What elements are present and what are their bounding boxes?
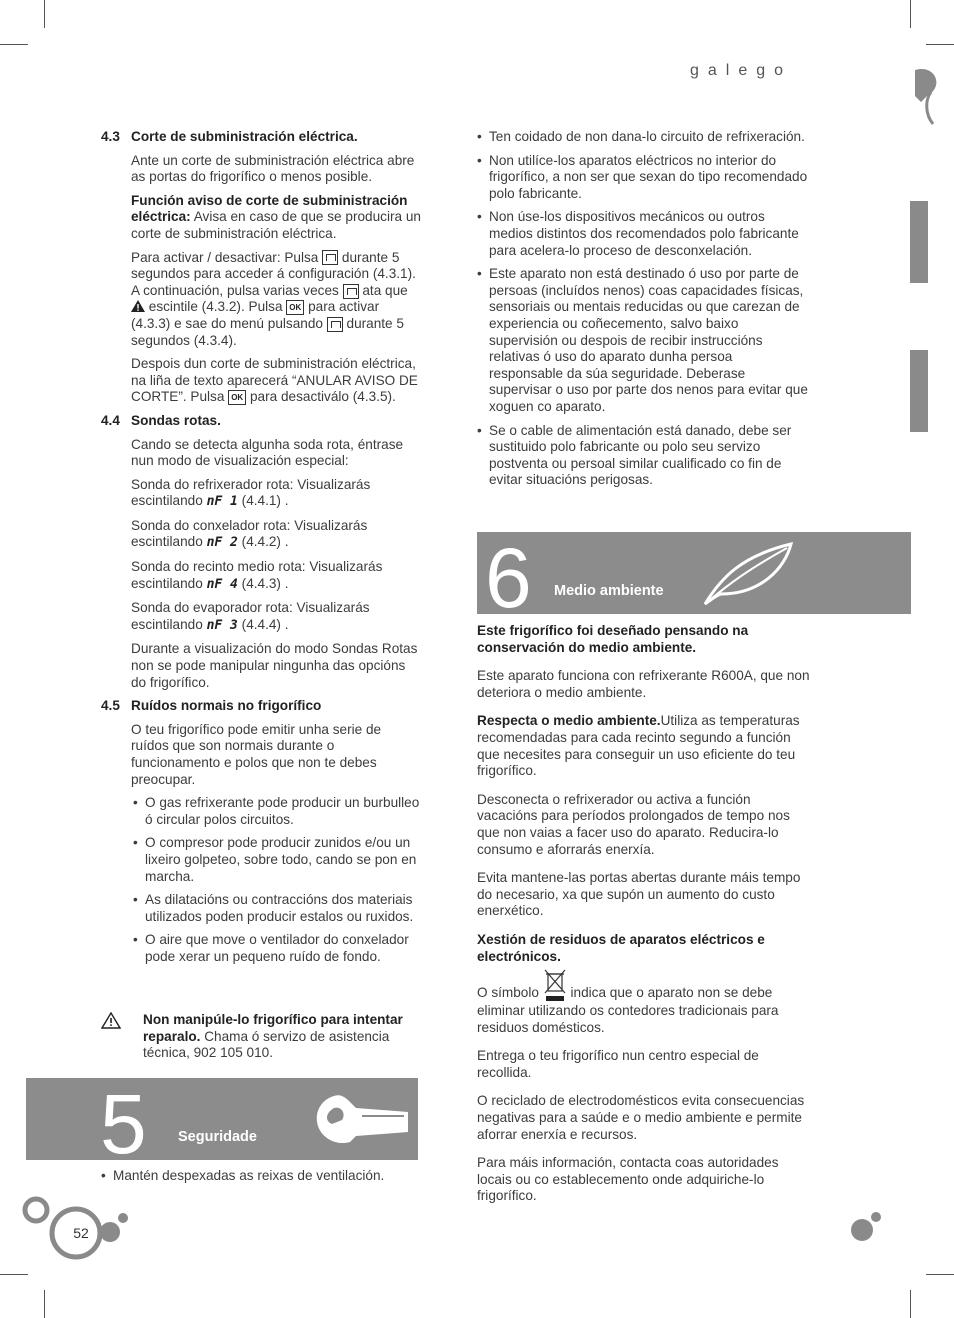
- list-item: • Non úse-los dispositivos mecánicos ou outros medios distintos dos recomendados polo fabricante para acelera-lo proceso de desconxelación.: [477, 209, 809, 259]
- crop-mark: [44, 1290, 45, 1318]
- side-tab: [910, 350, 928, 432]
- text: (4.4.3) .: [237, 575, 289, 591]
- display-code: nF 2: [206, 535, 238, 551]
- paragraph: Para máis información, contacta coas autoridades locais ou co establecemento onde adquiriche-lo frigorífico.: [477, 1155, 779, 1204]
- paragraph: [477, 713, 811, 779]
- section-title: Sondas rotas.: [131, 412, 221, 428]
- text: Utiliza as temperaturas recomendadas para cada recinto segundo a función que necesites para conseguir un uso eficiente do teu frigorífico.: [477, 713, 800, 779]
- list-item: • O compresor pode producir zunidos e/ou un lixeiro golpeteo, sobre todo, cando se pon en marcha.: [133, 835, 421, 885]
- leaf-icon: [701, 538, 797, 608]
- section-number-large: 6: [485, 531, 532, 625]
- bold-lead: Este frigorífico foi deseñado pensando na conservación do medio ambiente.: [477, 623, 749, 655]
- warning-icon: [131, 300, 145, 312]
- list-item: • Mantén despexadas as reixas de ventilación.: [101, 1168, 421, 1185]
- crop-mark: [926, 1274, 954, 1275]
- warning-row: [101, 1012, 421, 1062]
- section-number: 4.3: [101, 129, 120, 144]
- paragraph: Evita mantene-las portas abertas durante máis tempo do necesario, xa que supón un aumento do custo enerxético.: [477, 870, 801, 919]
- text: Para activar / desactivar: Pulsa: [131, 249, 323, 265]
- paragraph: [131, 356, 421, 406]
- paragraph: Cando se detecta algunha soda rota, éntrase nun modo de visualización especial:: [131, 436, 404, 469]
- section-4-3-heading: [101, 129, 421, 146]
- left-column: [101, 129, 421, 973]
- paragraph: Entrega o teu frigorífico nun centro especial de recollida.: [477, 1048, 759, 1080]
- warning-icon: [101, 1012, 121, 1029]
- paragraph: Ante un corte de subministración eléctrica abre as portas do frigorífico o menos posible.: [131, 152, 415, 185]
- paragraph: [131, 193, 421, 243]
- paragraph: [477, 932, 811, 965]
- bold-lead: Xestión de residuos de aparatos eléctricos e electrónicos.: [477, 931, 765, 964]
- warning-note: [101, 1012, 421, 1062]
- probe-item: [131, 559, 421, 593]
- wrench-icon: [312, 1092, 412, 1152]
- warning-bold: Non manipúle-lo frigorífico para intentar reparalo.: [143, 1012, 403, 1044]
- page-number: 52: [73, 1225, 89, 1241]
- ventilation-bullet: [101, 1168, 421, 1192]
- text: (4.4.1) .: [237, 493, 289, 509]
- text: Despois dun corte de subministración eléctrica, na liña de texto aparecerá “ANULAR AVISO DE CORTE”. Pulsa: [131, 356, 418, 405]
- list-item: • As dilatacións ou contraccións dos materiais utilizados poden producir estalos ou ruxidos.: [133, 892, 421, 925]
- crop-mark: [0, 44, 28, 45]
- section-title: Ruídos normais no frigorífico: [131, 698, 322, 714]
- ok-key-icon: OK: [286, 300, 304, 315]
- text: (4.4.2) .: [237, 534, 289, 550]
- list-item: • O gas refrixerante pode producir un burbulleo ó circular polos circuitos.: [133, 795, 421, 828]
- probe-item: [131, 600, 421, 634]
- display-code: nF 1: [206, 494, 238, 510]
- language-label: galego: [690, 62, 793, 79]
- menu-key-icon: [327, 317, 343, 332]
- text: O símbolo: [477, 985, 543, 1001]
- section-6-banner: [477, 531, 911, 625]
- environment-text: [477, 623, 811, 1217]
- text: (4.4.4) .: [237, 616, 289, 632]
- probe-item: [131, 477, 421, 511]
- bold-lead: Función aviso de corte de subministración eléctrica:: [131, 192, 408, 225]
- list-item: • Ten coidado de non dana-lo circuito de refrixeración.: [477, 129, 809, 146]
- paragraph: [131, 250, 421, 350]
- menu-key-icon: [343, 284, 359, 299]
- text: Sonda do recinto medio rota: Visualizarás escintilando: [131, 559, 383, 591]
- section-title: Seguridade: [178, 1129, 257, 1145]
- paragraph: Este aparato funciona con refrixerante R600A, que non deteriora o medio ambiente.: [477, 668, 810, 700]
- crop-mark: [926, 44, 954, 45]
- list-item: • Se o cable de alimentación está danado, debe ser sustituido polo fabricante ou polo seu servizo postventa ou persoal similar cualificado co fin de evitar situacións perigosas.: [477, 423, 809, 489]
- crop-mark: [0, 1274, 28, 1275]
- crop-mark: [910, 0, 911, 28]
- text: Sonda do refrixerador rota: Visualizarás escintilando: [131, 476, 371, 509]
- section-4-5-heading: [101, 698, 421, 715]
- probe-item: [131, 518, 421, 552]
- section-number: 4.4: [101, 412, 120, 428]
- paragraph: O reciclado de electrodomésticos evita consecuencias negativas para a saúde e o medio ambiente e permite aforrar enerxía e recursos.: [477, 1093, 805, 1142]
- display-code: nF 4: [206, 576, 238, 592]
- text: Sonda do evaporador rota: Visualizarás escintilando: [131, 600, 370, 632]
- list-item: • Este aparato non está destinado ó uso por parte de persoas (incluídos nenos) coas capacidades físicas, sensoriais ou mentais reducidas ou que carezan de experiencia ou coñecemento, salvo baixo supervisión ou despois de recibir instruccións relativas ó uso do aparato dunha persoa responsable da súa seguridade. Deberase supervisar o uso por parte dos nenos para evitar que xoguen co aparato.: [477, 266, 809, 415]
- side-tab: [910, 201, 928, 283]
- paragraph: Desconecta o refrixerador ou activa a función vacacións para períodos prolongados de tempo nos que non vaias a facer uso do aparato. Reducira-lo consumo e aforrarás enerxía.: [477, 791, 790, 857]
- paragraph: [477, 969, 811, 1036]
- crop-mark: [44, 0, 45, 28]
- paragraph: O teu frigorífico pode emitir unha serie de ruídos que son normais durante o funcionamento e polos que non te debes preocupar.: [131, 721, 382, 787]
- list-item: • Non utilíce-los aparatos eléctricos no interior do frigorífico, a non ser que sexan do tipo recomendado polo fabricante.: [477, 153, 809, 203]
- text: indica que o aparato non se debe eliminar utilizando os contedores tradicionais para residuos domésticos.: [477, 985, 779, 1035]
- section-number-large: 5: [100, 1077, 147, 1171]
- text: para activar (4.3.3) e sae do menú pulsando: [131, 299, 380, 331]
- text: durante 5 segundos (4.3.4).: [131, 315, 404, 348]
- crop-mark: [910, 1290, 911, 1318]
- text: Sonda do conxelador rota: Visualizarás escintilando: [131, 517, 368, 550]
- noise-list: [131, 795, 421, 965]
- bold-lead: Respecta o medio ambiente.: [477, 713, 661, 729]
- display-code: nF 3: [206, 617, 238, 633]
- section-5-banner: [26, 1077, 418, 1171]
- crossed-bin-icon: [543, 969, 567, 1003]
- text: para desactiválo (4.3.5).: [246, 389, 396, 405]
- text: escintile (4.3.2). Pulsa: [145, 299, 287, 315]
- menu-key-icon: [322, 250, 338, 265]
- warning-text: Chama ó servizo de asistencia técnica, 902 105 010.: [143, 1028, 390, 1061]
- corner-dots-decoration: [846, 1208, 886, 1248]
- section-title: Medio ambiente: [554, 583, 664, 599]
- right-column: [477, 129, 809, 496]
- section-4-4-heading: [101, 412, 421, 430]
- section-title: Corte de subministración eléctrica.: [131, 129, 358, 144]
- paragraph: [477, 623, 811, 656]
- list-item: • O aire que move o ventilador do conxelador pode xerar un pequeno ruído de fondo.: [133, 932, 421, 965]
- text: Avisa en caso de que se producira un corte de subministración eléctrica.: [131, 209, 421, 241]
- text: ata que: [358, 282, 408, 298]
- ok-key-icon: OK: [228, 390, 246, 405]
- section-number: 4.5: [101, 698, 120, 714]
- corner-decoration-icon: [905, 66, 945, 126]
- paragraph: Durante a visualización do modo Sondas Rotas non se pode manipular ningunha das opcións do frigorífico.: [131, 641, 418, 690]
- text: durante 5 segundos para acceder á configuración (4.3.1). A continuación, pulsa varias veces: [131, 249, 416, 298]
